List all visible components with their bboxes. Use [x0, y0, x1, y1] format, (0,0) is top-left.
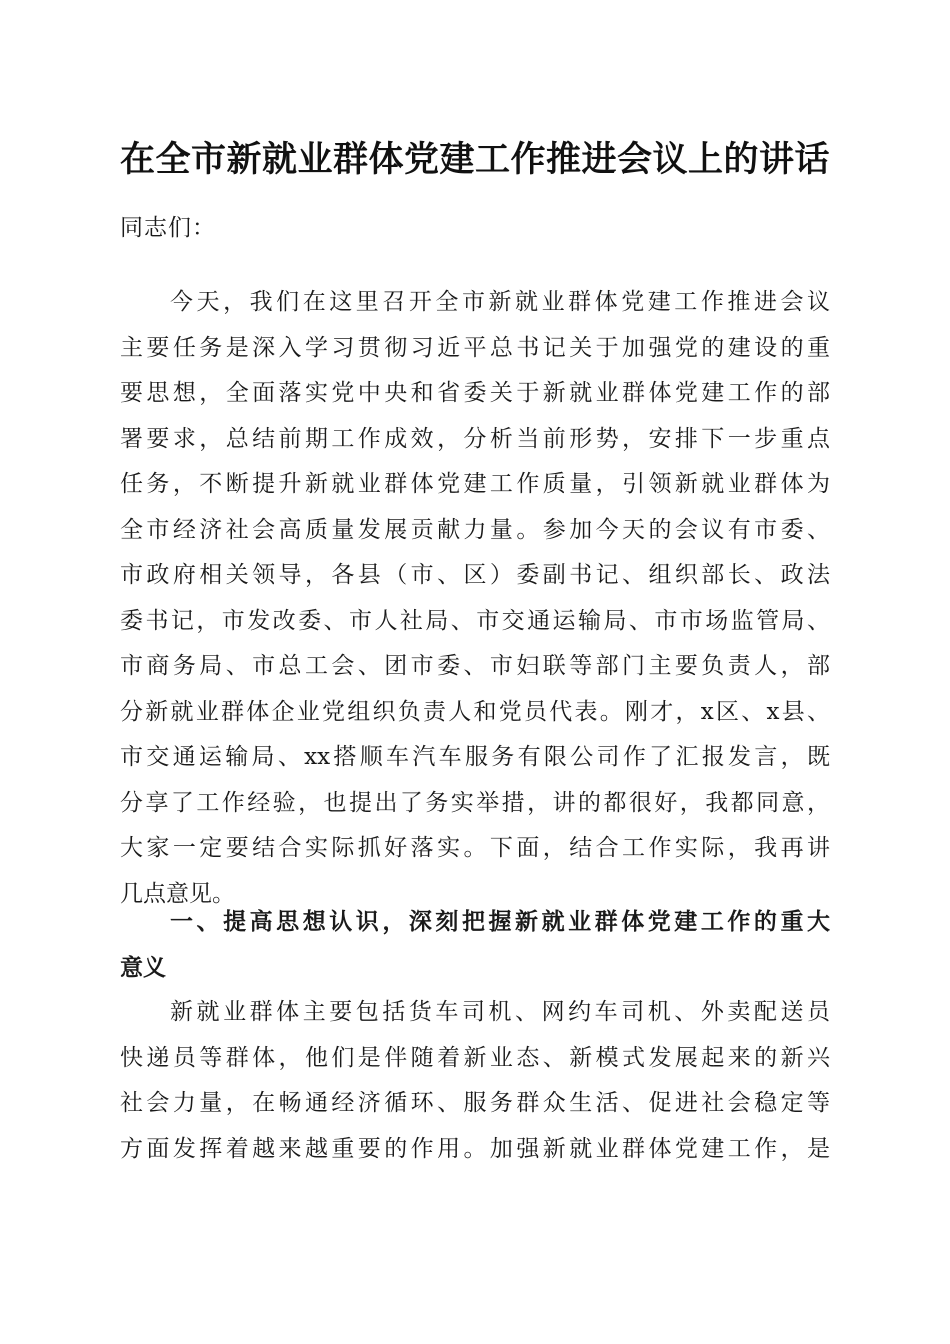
heading-line: 一、提高思想认识，深刻把握新就业群体党建工作的重大 [170, 909, 830, 935]
paragraph-line: 新就业群体主要包括货车司机、网约车司机、外卖配送员 [170, 999, 830, 1025]
paragraph-line: 几点意见。 [120, 880, 235, 907]
section-heading-1 [120, 900, 830, 991]
paragraph-line: 任务，不断提升新就业群体党建工作质量，引领新就业群体为 [120, 471, 830, 497]
salutation: 同志们： [120, 215, 216, 241]
paragraph-line: 市商务局、市总工会、团市委、市妇联等部门主要负责人，部 [120, 653, 830, 679]
paragraph-line: 委书记，市发改委、市人社局、市交通运输局、市市场监管局、 [120, 607, 830, 634]
paragraph-line: 今天，我们在这里召开全市新就业群体党建工作推进会议 [170, 289, 830, 315]
paragraph-line: 方面发挥着越来越重要的作用。加强新就业群体党建工作，是 [120, 1135, 830, 1162]
paragraph-line: 分享了工作经验，也提出了务实举措，讲的都很好，我都同意， [120, 789, 830, 816]
paragraph-line: 市政府相关领导，各县（市、区）委副书记、组织部长、政法 [120, 562, 830, 588]
paragraph-line: 社会力量，在畅通经济循环、服务群众生活、促进社会稳定等 [120, 1090, 830, 1116]
paragraph-line: 快递员等群体，他们是伴随着新业态、新模式发展起来的新兴 [120, 1044, 830, 1071]
paragraph-line: 主要任务是深入学习贯彻习近平总书记关于加强党的建设的重 [120, 334, 830, 361]
heading-line: 意义 [120, 954, 166, 981]
paragraph-line: 署要求，总结前期工作成效，分析当前形势，安排下一步重点 [120, 425, 830, 452]
paragraph-section-1 [120, 990, 830, 1172]
paragraph-line: 要思想，全面落实党中央和省委关于新就业群体党建工作的部 [120, 380, 830, 406]
paragraph-opening [120, 280, 830, 917]
paragraph-line: 大家一定要结合实际抓好落实。下面，结合工作实际，我再讲 [120, 835, 830, 861]
paragraph-line: 市交通运输局、xx搭顺车汽车服务有限公司作了汇报发言，既 [120, 744, 830, 770]
paragraph-line: 分新就业群体企业党组织负责人和党员代表。刚才，x区、x县、 [120, 698, 830, 725]
document-title: 在全市新就业群体党建工作推进会议上的讲话 [119, 140, 830, 180]
paragraph-line: 全市经济社会高质量发展贡献力量。参加今天的会议有市委、 [120, 516, 830, 543]
